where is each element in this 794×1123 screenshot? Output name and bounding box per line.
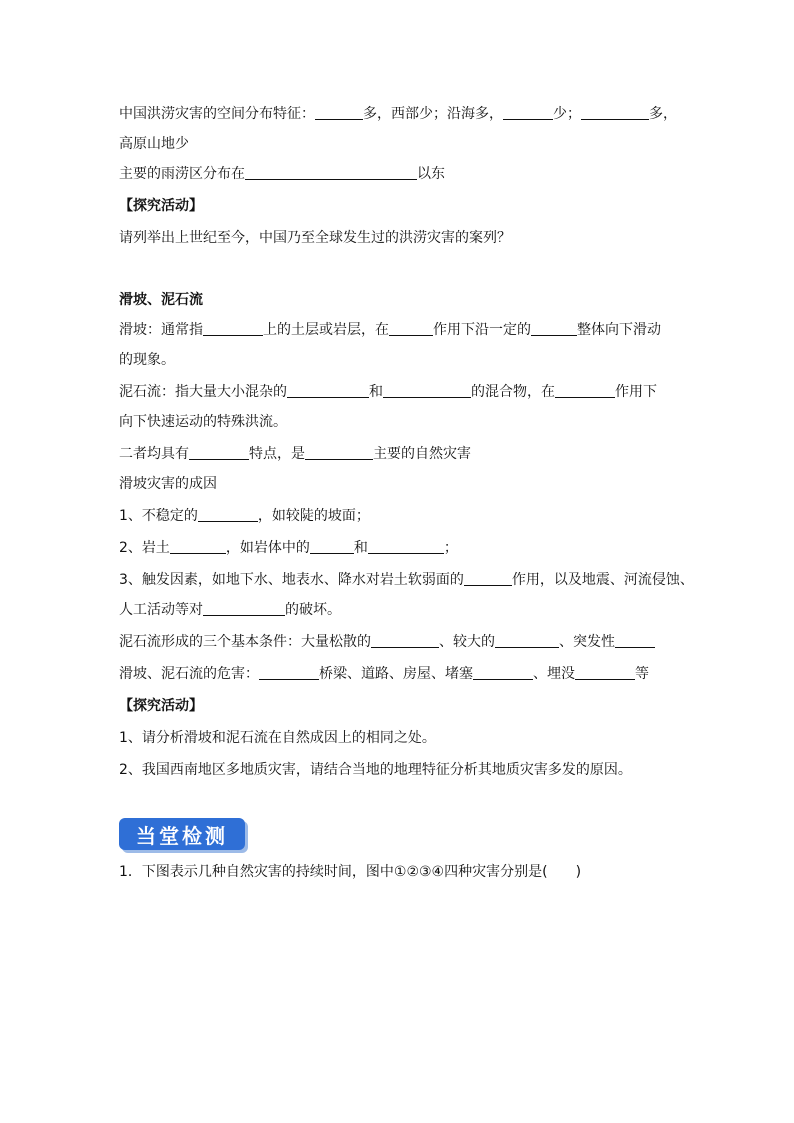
fill-blank[interactable] [310,539,354,554]
text-segment: 人工活动等对 [119,602,203,618]
text-segment: 以东 [417,166,445,182]
fill-blank[interactable] [615,633,655,648]
flood-spatial-cont: 高原山地少 [119,136,189,152]
cause-item-3-cont [119,600,341,620]
common-features [119,444,471,464]
text-segment: 滑坡、泥石流的危害： [119,666,259,682]
text-segment: 桥梁、道路、房屋、堵塞 [319,666,473,682]
text-segment: 上的土层或岩层，在 [263,322,389,338]
text-segment: 和 [353,540,368,556]
cause-item-3 [119,570,694,590]
text-segment: 滑坡：通常指 [119,322,203,338]
fill-blank[interactable] [368,539,444,554]
text-segment: 特点，是 [249,446,305,462]
fill-blank[interactable] [581,105,649,120]
text-segment: ； [443,540,458,556]
fill-blank[interactable] [371,633,439,648]
fill-blank[interactable] [198,507,258,522]
fill-blank[interactable] [495,633,559,648]
flood-spatial-label: 中国洪涝灾害的空间分布特征： [119,106,315,122]
activity-question-1: 1、请分析滑坡和泥石流在自然成因上的相同之处。 [119,730,436,746]
fill-blank[interactable] [203,321,263,336]
landslide-definition [119,320,661,340]
fill-blank[interactable] [464,571,512,586]
activity-heading: 【探究活动】 [119,698,203,714]
fill-blank[interactable] [170,539,226,554]
fill-blank[interactable] [555,383,615,398]
landslide-definition-cont: 的现象。 [119,352,175,368]
hazards-line [119,664,649,684]
fill-blank[interactable] [203,601,285,616]
text-segment: 作用，以及地震、河流侵蚀、 [511,572,694,588]
fill-blank[interactable] [503,105,553,120]
section-banner-label: 当堂检测 [136,823,228,848]
fill-blank[interactable] [575,665,635,680]
mudflow-definition [119,382,657,402]
text-segment: 2、岩土 [119,540,170,556]
text-segment: 主要的雨涝区分布在 [119,166,245,182]
text-segment: 3、触发因素，如地下水、地表水、降水对岩土软弱面的 [119,572,464,588]
text-segment: 、较大的 [439,634,495,650]
text-segment: ，如岩体中的 [225,540,310,556]
section-heading-landslide: 滑坡、泥石流 [119,292,203,308]
section-banner [119,818,245,850]
cause-item-1 [119,506,370,526]
fill-blank[interactable] [389,321,433,336]
text-segment: 多，西部少；沿海多， [363,106,503,122]
fill-blank[interactable] [383,383,471,398]
text-segment: 作用下沿一定的 [433,322,531,338]
check-question-1: 1．下图表示几种自然灾害的持续时间，图中①②③④四种灾害分别是( ) [119,864,582,880]
mudflow-definition-cont: 向下快速运动的特殊洪流。 [119,414,287,430]
text-segment: 的混合物，在 [471,384,555,400]
fill-blank[interactable] [531,321,577,336]
activity-question: 请列举出上世纪至今，中国乃至全球发生过的洪涝灾害的案列？ [119,230,511,246]
mudflow-conditions [119,632,655,652]
text-segment: 多， [649,106,677,122]
fill-blank[interactable] [189,445,249,460]
fill-blank[interactable] [287,383,369,398]
flood-rain-line [119,164,445,184]
flood-spatial-line [119,104,677,124]
text-segment: 整体向下滑动 [577,322,661,338]
text-segment: ，如较陡的坡面； [257,508,370,524]
text-segment: 1、不稳定的 [119,508,198,524]
text-segment: 二者均具有 [119,446,189,462]
fill-blank[interactable] [473,665,533,680]
text-segment: 泥石流形成的三个基本条件：大量松散的 [119,634,371,650]
text-segment: 泥石流：指大量大小混杂的 [119,384,287,400]
text-segment: 作用下 [615,384,657,400]
fill-blank[interactable] [245,165,417,180]
text-segment: 、突发性 [559,634,615,650]
text-segment: 和 [369,384,383,400]
text-segment: 少； [553,106,581,122]
fill-blank[interactable] [259,665,319,680]
fill-blank[interactable] [305,445,373,460]
activity-heading: 【探究活动】 [119,198,203,214]
cause-title: 滑坡灾害的成因 [119,476,217,492]
fill-blank[interactable] [315,105,363,120]
activity-question-2: 2、我国西南地区多地质灾害，请结合当地的地理特征分析其地质灾害多发的原因。 [119,762,632,778]
text-segment: 、埋没 [533,666,575,682]
text-segment: 等 [635,666,649,682]
text-segment: 的破坏。 [285,602,341,618]
text-segment: 主要的自然灾害 [373,446,471,462]
cause-item-2 [119,538,458,558]
